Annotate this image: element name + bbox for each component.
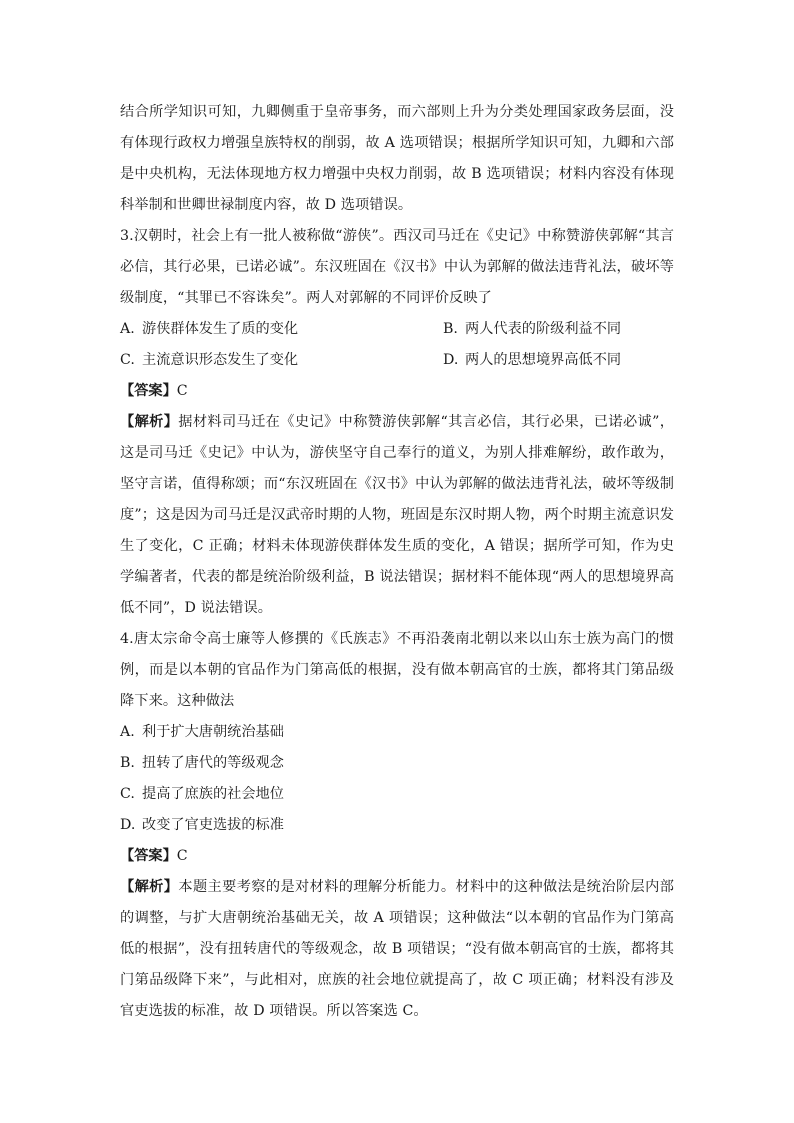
- question-3-analysis: [120, 407, 674, 624]
- option-letter: B.: [120, 755, 135, 771]
- question-4-option-a: [120, 717, 674, 748]
- question-4-stem: 4.唐太宗命令高士廉等人修撰的《氏族志》不再沿袭南北朝以来以山东士族为高门的惯例，而是以本朝的官品作为门第高低的根据，没有做本朝高官的士族，都将其门第品级降下来。这种做法: [120, 631, 674, 709]
- question-3-option-c: [120, 345, 443, 376]
- question-3-options: [120, 314, 674, 376]
- answer-value: C: [176, 383, 188, 399]
- option-letter: D.: [120, 817, 136, 833]
- question-3-option-b: [443, 314, 674, 345]
- document-page: [120, 97, 674, 1027]
- question-3-option-a: [120, 314, 443, 345]
- analysis-text: 据材料司马迁在《史记》中称赞游侠郭解“其言必信，其行必果，已诺必诚”，这是司马迁《史记》中认为，游侠坚守自己奉行的道义，为别人排难解纷，敢作敢为，坚守言诺，值得称颂；而“东汉班固在《汉书》中认为郭解的做法违背礼法，破坏等级制度”；这是因为司马迁是汉武帝时期的人物，班固是东汉时期人物，两个时期主流意识发生了变化，C 正确；材料未体现游侠群体发生质的变化，A 错误；据所学可知，作为史学编著者，代表的都是统治阶级利益，B 说法错误；据材料不能体现“两人的思想境界高低不同”，D 说法错误。: [120, 414, 674, 616]
- option-letter: B.: [443, 321, 458, 337]
- analysis-text: 本题主要考察的是对材料的理解分析能力。材料中的这种做法是统治阶层内部的调整，与扩大唐朝统治基础无关，故 A 项错误；这种做法“以本朝的官品作为门第高低的根据”，没有扭转唐代的等级观念，故 B 项错误；“没有做本朝高官的士族，都将其门第品级降下来”，与此相对，庶族的社会地位就提高了，故 C 项正确；材料没有涉及官吏选拔的标准，故 D 项错误。所以答案选 C。: [120, 879, 675, 1019]
- option-text: 提高了庶族的社会地位: [142, 786, 284, 802]
- answer-tag: 【答案】: [120, 383, 177, 399]
- option-text: 两人代表的阶级利益不同: [465, 321, 622, 337]
- question-3-answer: [120, 376, 674, 407]
- question-3-stem: 3.汉朝时，社会上有一批人被称做“游侠”。西汉司马迁在《史记》中称赞游侠郭解“其言必信，其行必果，已诺必诚”。东汉班固在《汉书》中认为郭解的做法违背礼法，破坏等级制度，“其罪已不容诛矣”。两人对郭解的不同评价反映了: [120, 228, 674, 306]
- question-4-option-c: [120, 779, 674, 810]
- option-letter: D.: [443, 352, 459, 368]
- question-3-option-d: [443, 345, 674, 376]
- option-text: 利于扩大唐朝统治基础: [142, 724, 284, 740]
- answer-value: C: [176, 848, 188, 864]
- question-4-analysis: [120, 872, 674, 1027]
- option-letter: A.: [120, 724, 135, 740]
- option-text: 游侠群体发生了质的变化: [142, 321, 299, 337]
- option-letter: C.: [120, 786, 135, 802]
- answer-tag: 【答案】: [120, 848, 177, 864]
- option-text: 主流意识形态发生了变化: [142, 352, 299, 368]
- analysis-tag: 【解析】: [120, 414, 179, 430]
- option-letter: A.: [120, 321, 135, 337]
- previous-analysis-paragraph: 结合所学知识可知，九卿侧重于皇帝事务，而六部则上升为分类处理国家政务层面，没有体现行政权力增强皇族特权的削弱，故 A 选项错误；根据所学知识可知，九卿和六部是中央机构，无法体现地方权力增强中央权力削弱，故 B 选项错误；材料内容没有体现科举制和世卿世禄制度内容，故 D 选项错误。: [120, 104, 674, 213]
- question-4-options: [120, 717, 674, 841]
- option-letter: C.: [120, 352, 135, 368]
- analysis-tag: 【解析】: [120, 879, 179, 895]
- option-text: 两人的思想境界高低不同: [465, 352, 622, 368]
- question-4-answer: [120, 841, 674, 872]
- question-4-option-d: [120, 810, 674, 841]
- question-4-option-b: [120, 748, 674, 779]
- option-text: 改变了官吏选拔的标准: [142, 817, 284, 833]
- option-text: 扭转了唐代的等级观念: [142, 755, 284, 771]
